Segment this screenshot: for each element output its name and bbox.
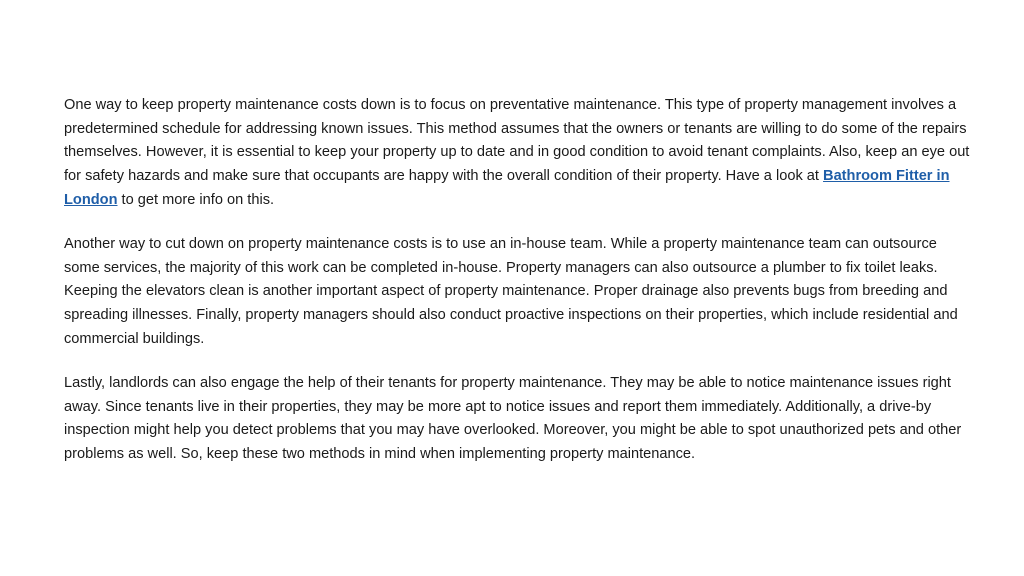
paragraph-preventative-maintenance xyxy=(64,94,974,213)
document-body xyxy=(64,94,974,487)
bathroom-fitter-link[interactable]: Bathroom Fitter in London xyxy=(64,168,950,208)
paragraph-1-text: One way to keep property maintenance costs down is to focus on preventative maintenance. This type of property management involves a predetermined schedule for addressing known issues. This method assumes that the owners or tenants are willing to do some of the repairs themselves. However, it is essential to keep your property up to date and in good condition to avoid tenant complaints. Also, keep an eye out for safety hazards and make sure that occupants are happy with the overall condition of their property. Have a look at xyxy=(64,97,970,185)
paragraph-in-house-team: Another way to cut down on property maintenance costs is to use an in-house team. While a property maintenance team can outsource some services, the majority of this work can be completed in-house. Property managers can also outsource a plumber to fix toilet leaks. Keeping the elevators clean is another important aspect of property maintenance. Proper drainage also prevents bugs from breeding and spreading illnesses. Finally, property managers should also conduct proactive inspections on their properties, which include residential and commercial buildings. xyxy=(64,236,958,347)
paragraph-tenant-help: Lastly, landlords can also engage the help of their tenants for property maintenance. They may be able to notice maintenance issues right away. Since tenants live in their properties, they may be more apt to notice issues and report them immediately. Additionally, a drive-by inspection might help you detect problems that you may have overlooked. Moreover, you might be able to spot unauthorized pets and other problems as well. So, keep these two methods in mind when implementing property maintenance. xyxy=(64,375,962,463)
paragraph-1-text-end: to get more info on this. xyxy=(117,191,275,208)
